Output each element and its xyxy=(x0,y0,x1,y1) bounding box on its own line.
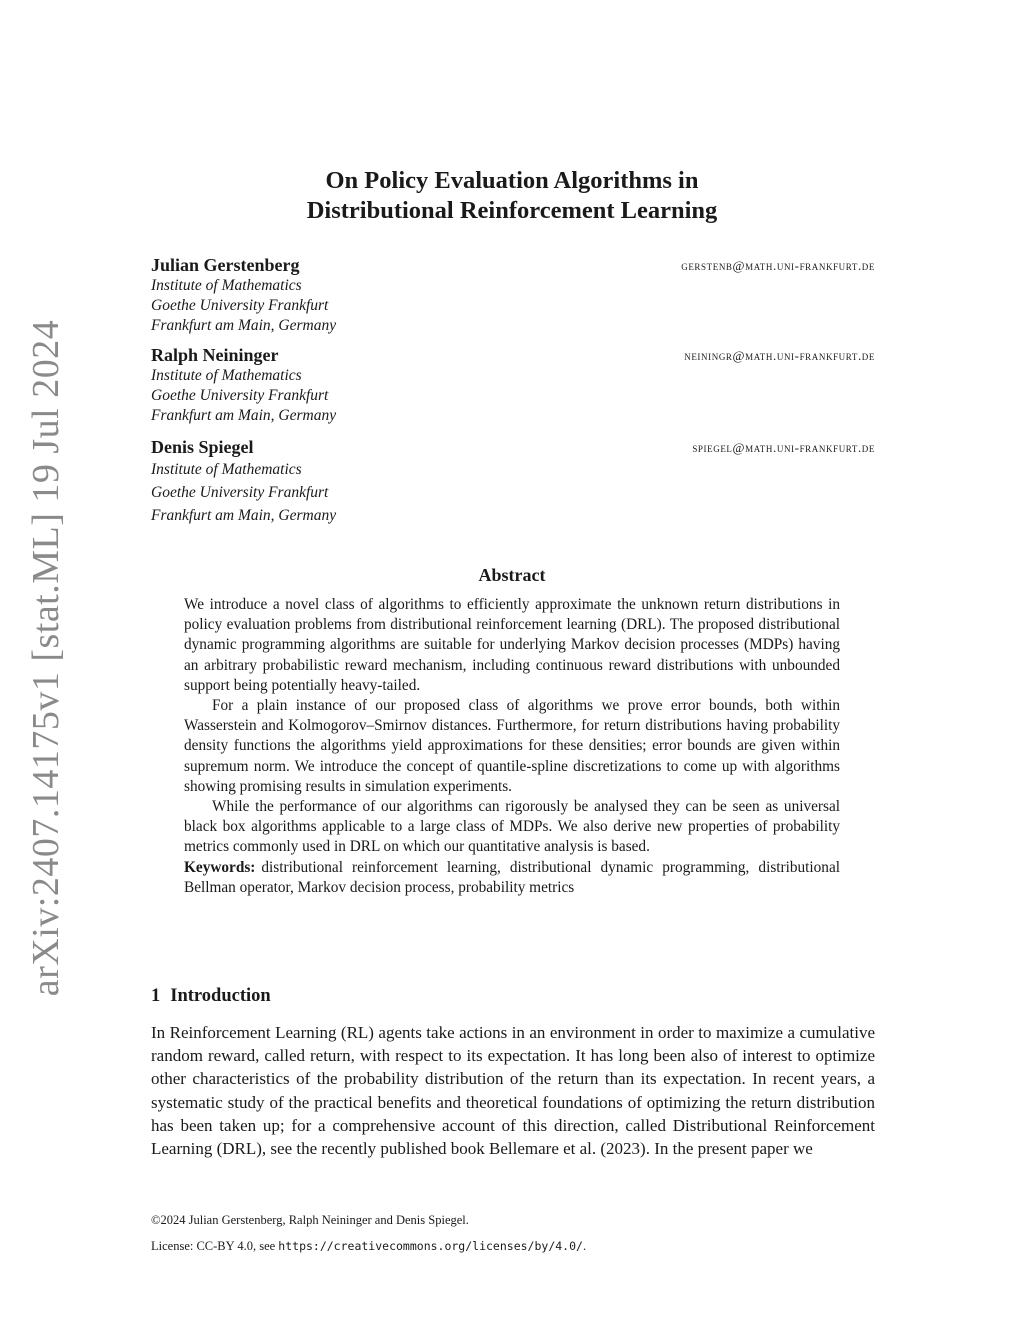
author-affiliation: Frankfurt am Main, Germany xyxy=(151,317,337,334)
author-affiliation: Goethe University Frankfurt xyxy=(151,484,329,501)
author-affiliation: Goethe University Frankfurt xyxy=(151,297,329,314)
license-prefix: License: CC-BY 4.0, see xyxy=(151,1239,276,1253)
title-line-2: Distributional Reinforcement Learning xyxy=(306,197,718,224)
keywords-list: distributional reinforcement learning, distributional dynamic programming, distributional Bellman operator, Markov decision process, probability metrics xyxy=(184,858,840,896)
section-title: Introduction xyxy=(170,986,271,1006)
author-name: Ralph Neininger xyxy=(151,345,279,365)
author-block xyxy=(151,344,875,426)
author-name: Julian Gerstenberg xyxy=(151,255,300,275)
author-email[interactable]: gerstenb@math.uni-frankfurt.de xyxy=(681,258,875,273)
author-name: Denis Spiegel xyxy=(151,437,254,457)
author-affiliation: Institute of Mathematics xyxy=(151,367,302,384)
author-email[interactable]: spiegel@math.uni-frankfurt.de xyxy=(692,440,875,455)
author-block xyxy=(151,254,875,336)
abstract-paragraph: We introduce a novel class of algorithms to efficiently approximate the unknown return distributions in policy evaluation problems from distributional reinforcement learning (DRL). The proposed distributional dynamic programming algorithms are suitable for underlying Markov decision processes (MDPs) having an arbitrary probabilistic reward mechanism, including continuous reward distributions with unbounded support being potentially heavy-tailed. xyxy=(184,596,840,694)
keywords-label: Keywords: xyxy=(184,858,256,876)
author-affiliation: Frankfurt am Main, Germany xyxy=(151,407,337,424)
section-number: 1 xyxy=(151,986,161,1006)
author-affiliation: Institute of Mathematics xyxy=(151,461,302,478)
author-block xyxy=(151,436,875,527)
section-heading xyxy=(151,986,271,1007)
abstract-body xyxy=(184,595,840,898)
copyright-notice: ©2024 Julian Gerstenberg, Ralph Neininger and Denis Spiegel. xyxy=(151,1213,469,1227)
arxiv-id: arXiv:2407.14175v1 [stat.ML] 19 Jul 2024 xyxy=(25,319,67,997)
author-affiliation: Institute of Mathematics xyxy=(151,277,302,294)
author-affiliation: Frankfurt am Main, Germany xyxy=(151,507,337,524)
abstract-paragraph: For a plain instance of our proposed class of algorithms we prove error bounds, both within Wasserstein and Kolmogorov–Smirnov distances. Furthermore, for return distributions having probability density functions the algorithms yield approximations for these densities; error bounds are given within supremum norm. We introduce the concept of quantile-spline discretizations to come up with algorithms showing promising results in simulation experiments. xyxy=(184,697,840,795)
license-link[interactable]: https://creativecommons.org/licenses/by/4.0/ xyxy=(278,1239,583,1253)
author-email[interactable]: neiningr@math.uni-frankfurt.de xyxy=(684,348,875,363)
abstract-paragraph: While the performance of our algorithms can rigorously be analysed they can be seen as universal black box algorithms applicable to a large class of MDPs. We also derive new properties of probability metrics commonly used in DRL on which our quantitative analysis is based. xyxy=(184,798,840,856)
abstract-heading: Abstract xyxy=(478,565,546,585)
license-notice xyxy=(151,1239,586,1254)
paper-title xyxy=(0,166,1024,226)
keywords xyxy=(184,858,840,898)
author-affiliation: Goethe University Frankfurt xyxy=(151,387,329,404)
license-suffix: . xyxy=(582,1239,587,1253)
title-line-1: On Policy Evaluation Algorithms in xyxy=(325,167,699,194)
intro-paragraph: In Reinforcement Learning (RL) agents take actions in an environment in order to maximize a cumulative random reward, called return, with respect to its expectation. It has long been also of interest to optimize other characteristics of the probability distribution of the return than its expectation. In recent years, a systematic study of the practical benefits and theoretical foundations of optimizing the return distribution has been taken up; for a comprehensive account of this direction, called Distributional Reinforcement Learning (DRL), see the recently published book Bellemare et al. (2023). In the present paper we xyxy=(151,1023,875,1159)
arxiv-sidebar-stamp xyxy=(22,319,70,997)
